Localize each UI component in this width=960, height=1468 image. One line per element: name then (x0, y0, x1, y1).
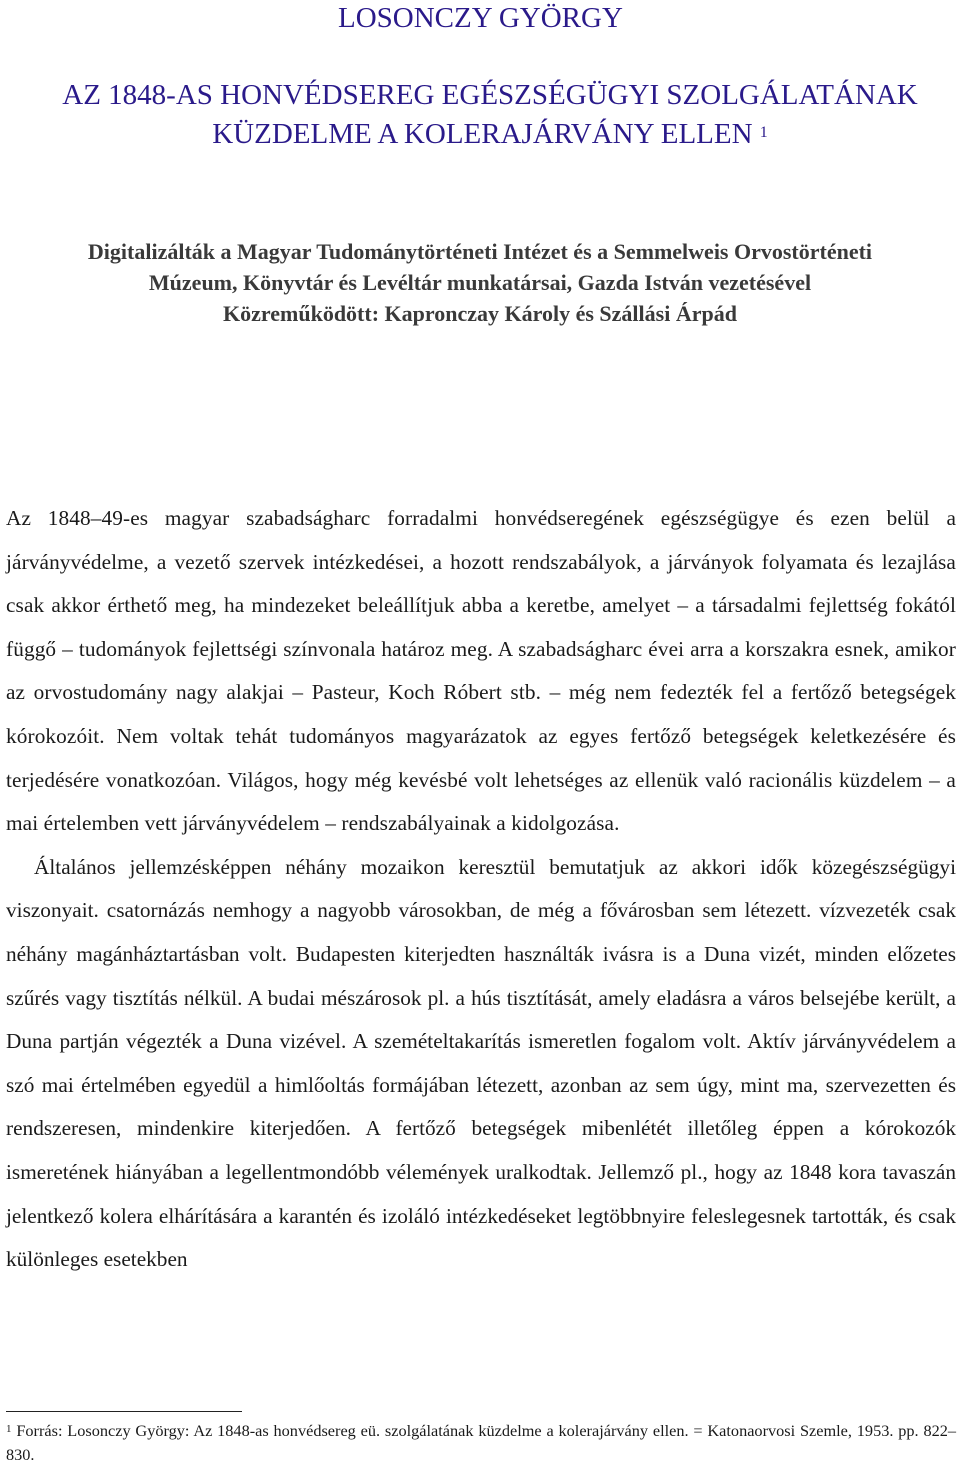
credits-block (20, 236, 940, 329)
title-footnote-ref[interactable]: 1 (759, 124, 768, 141)
title-line-2 (40, 115, 940, 154)
body-text (6, 497, 956, 1282)
author-name: LOSONCZY GYÖRGY (338, 2, 623, 34)
footnote-divider (6, 1411, 242, 1412)
paragraph: Általános jellemzésképpen néhány mozaikon keresztül bemutatjuk az akkori idők közegészségügyi viszonyait. csatornázás nemhogy a nagyobb városokban, de még a fővárosban sem létezett. vízvezeték csak néhány magánháztartásban volt. Budapesten kiterjedten használták ivásra is a Duna vizét, minden előzetes szűrés vagy tisztítás nélkül. A budai mészárosok pl. a hús tisztítását, amely eladásra a város belsejébe került, a Duna partján végezték a Duna vizével. A szemételtakarítás ismeretlen fogalom volt. Aktív járványvédelem a szó mai értelmében egyedül a himlőoltás formájában létezett, azonban az sem úgy, mint ma, szervezetten és rendszeresen, mindenkire kiterjedően. A fertőző betegségek mibenlétét illetőleg éppen a kórokozók ismeretének hiányában a legellentmondóbb vélemények uralkodtak. Jellemző pl., hogy az 1848 kora tavaszán jelentkező kolera elhárítására a karantén és izoláló intézkedéseket legtöbbnyire feleslegesnek tartották, és csak különleges esetekben (6, 854, 956, 1272)
footnote-number: 1 (6, 1423, 12, 1435)
document-title (40, 76, 940, 154)
footnote (6, 1419, 956, 1467)
title-line-2-text: KÜZDELME A KOLERAJÁRVÁNY ELLEN (212, 118, 753, 150)
paragraph: Az 1848–49-es magyar szabadságharc forradalmi honvédseregének egészségügye és ezen belül a járványvédelme, a vezető szervek intézkedései, a hozott rendszabályok, a járványok folyamata és lezajlása csak akkor érthető meg, ha mindezeket beleállítjuk abba a keretbe, amelyet – a társadalmi fejlettség fokától függő – tudományok fejlettségi színvonala határoz meg. A szabadságharc évei arra a korszakra esnek, amikor az orvostudomány nagy alakjai – Pasteur, Koch Róbert stb. – még nem fedezték fel a fertőző betegségek kórokozóit. Nem voltak tehát tudományos magyarázatok az egyes fertőző betegségek keletkezésére és terjedésére vonatkozóan. Világos, hogy még kevésbé volt lehetséges az ellenük való racionális küzdelem – a mai értelemben vett járványvédelem – rendszabályainak a kidolgozása. (6, 506, 956, 836)
credit-line: Közreműködött: Kapronczay Károly és Szállási Árpád (223, 301, 737, 326)
credit-line: Múzeum, Könyvtár és Levéltár munkatársai, Gazda István vezetésével (148, 270, 812, 295)
credit-line: Digitalizálták a Magyar Tudománytörténeti Intézet és a Semmelweis Orvostörténeti (87, 239, 873, 264)
footnote-text: Forrás: Losonczy György: Az 1848-as honvédsereg eü. szolgálatának küzdelme a kolerajárvány ellen. = Katonaorvosi Szemle, 1953. pp. 822–830. (6, 1421, 957, 1464)
title-line-1: AZ 1848-AS HONVÉDSEREG EGÉSZSÉGÜGYI SZOLGÁLATÁNAK (62, 79, 918, 111)
